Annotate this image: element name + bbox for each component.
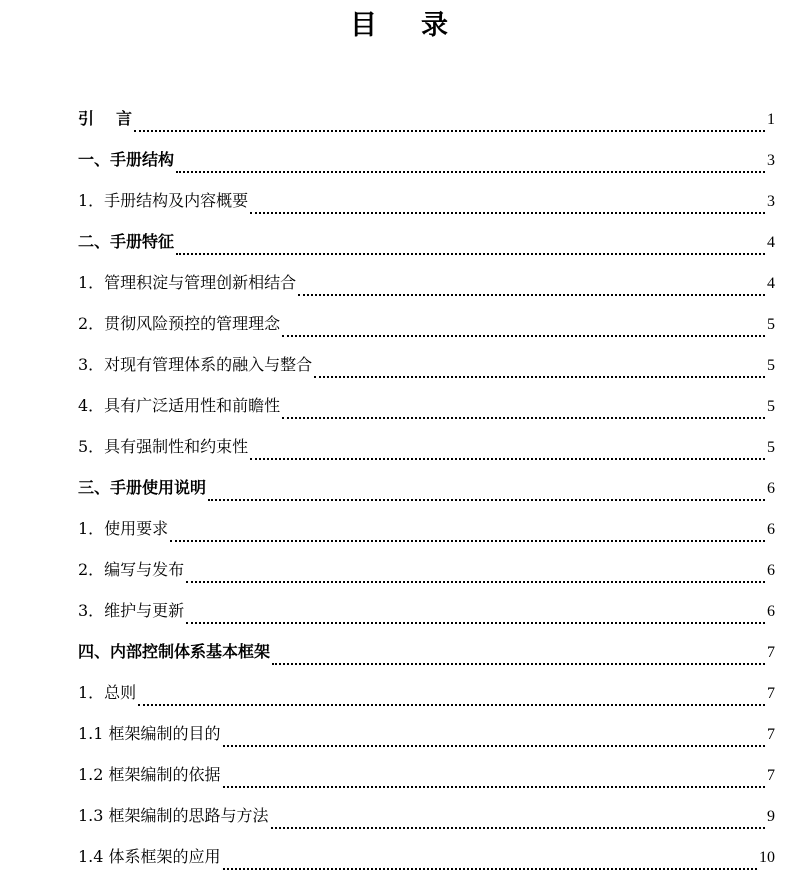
toc-entry[interactable]	[78, 262, 775, 303]
toc-entry-page: 6	[767, 562, 775, 579]
dot-leader	[272, 651, 765, 665]
toc-entry-title: 2．编写与发布	[78, 560, 185, 579]
toc-entry-title: 1．手册结构及内容概要	[78, 191, 249, 210]
toc-entry-title: 3．维护与更新	[78, 601, 185, 620]
toc-entry-title: 1.1 框架编制的目的	[78, 724, 221, 743]
toc-entry-page: 3	[767, 152, 775, 169]
page-title-part1: 目	[350, 10, 377, 41]
toc-entry-title: 2．贯彻风险预控的管理理念	[78, 314, 281, 333]
toc-entry-page: 7	[767, 726, 775, 743]
toc-entry[interactable]	[78, 672, 775, 713]
toc-entry[interactable]	[78, 713, 775, 754]
toc-entry-title: 1.3 框架编制的思路与方法	[78, 806, 269, 825]
toc-entry-title: 4．具有广泛适用性和前瞻性	[78, 396, 281, 415]
toc-entry[interactable]	[78, 754, 775, 795]
toc-entry-title: 1．总则	[78, 683, 137, 702]
toc-entry[interactable]	[78, 344, 775, 385]
dot-leader	[208, 487, 765, 501]
dot-leader	[223, 856, 757, 870]
toc-entry-title: 四、内部控制体系基本框架	[78, 642, 271, 661]
toc-entry-title: 二、手册特征	[78, 232, 175, 251]
toc-entry-page: 9	[767, 808, 775, 825]
toc-entry-page: 7	[767, 685, 775, 702]
dot-leader	[176, 159, 765, 173]
toc-entry-title: 1.4 体系框架的应用	[78, 847, 221, 866]
toc-entry[interactable]	[78, 549, 775, 590]
toc-entry-title: 3．对现有管理体系的融入与整合	[78, 355, 313, 374]
toc-entry[interactable]	[78, 303, 775, 344]
toc-entry-page: 4	[767, 234, 775, 251]
toc-entry[interactable]	[78, 631, 775, 672]
dot-leader	[271, 815, 765, 829]
page-title	[0, 6, 798, 46]
toc-entry-title: 三、手册使用说明	[78, 478, 207, 497]
dot-leader	[176, 241, 765, 255]
toc-entry[interactable]	[78, 385, 775, 426]
toc-entry-title: 1．管理积淀与管理创新相结合	[78, 273, 297, 292]
toc-entry-page: 7	[767, 767, 775, 784]
toc-entry[interactable]	[78, 467, 775, 508]
toc-entry-page: 4	[767, 275, 775, 292]
toc-entry[interactable]	[78, 795, 775, 836]
toc-entry-page: 6	[767, 521, 775, 538]
dot-leader	[223, 733, 765, 747]
toc-entry[interactable]	[78, 98, 775, 139]
toc-entry-title: 引 言	[78, 109, 133, 128]
toc-entry-page: 1	[767, 111, 775, 128]
toc-entry-page: 7	[767, 644, 775, 661]
toc-entry-page: 5	[767, 316, 775, 333]
dot-leader	[138, 692, 765, 706]
toc-entry[interactable]	[78, 508, 775, 549]
dot-leader	[186, 610, 765, 624]
toc-entry-title: 一、手册结构	[78, 150, 175, 169]
toc-entry-title: 5．具有强制性和约束性	[78, 437, 249, 456]
toc-entry-title: 1.2 框架编制的依据	[78, 765, 221, 784]
toc-entry-page: 6	[767, 480, 775, 497]
toc-entry-page: 5	[767, 398, 775, 415]
dot-leader	[298, 282, 765, 296]
toc-entry[interactable]	[78, 426, 775, 467]
dot-leader	[314, 364, 765, 378]
toc-entry[interactable]	[78, 180, 775, 221]
dot-leader	[223, 774, 765, 788]
toc-entry-page: 10	[759, 849, 775, 866]
toc-entry[interactable]	[78, 139, 775, 180]
dot-leader	[250, 200, 765, 214]
dot-leader	[170, 528, 765, 542]
page-title-part2: 录	[421, 10, 448, 41]
toc-entry[interactable]	[78, 836, 775, 877]
dot-leader	[134, 118, 765, 132]
toc-entry-page: 5	[767, 357, 775, 374]
dot-leader	[186, 569, 765, 583]
table-of-contents	[78, 98, 775, 877]
dot-leader	[250, 446, 765, 460]
toc-entry[interactable]	[78, 590, 775, 631]
toc-entry-title: 1．使用要求	[78, 519, 169, 538]
toc-entry-page: 6	[767, 603, 775, 620]
toc-entry-page: 3	[767, 193, 775, 210]
dot-leader	[282, 405, 765, 419]
toc-entry-page: 5	[767, 439, 775, 456]
dot-leader	[282, 323, 765, 337]
toc-entry[interactable]	[78, 221, 775, 262]
